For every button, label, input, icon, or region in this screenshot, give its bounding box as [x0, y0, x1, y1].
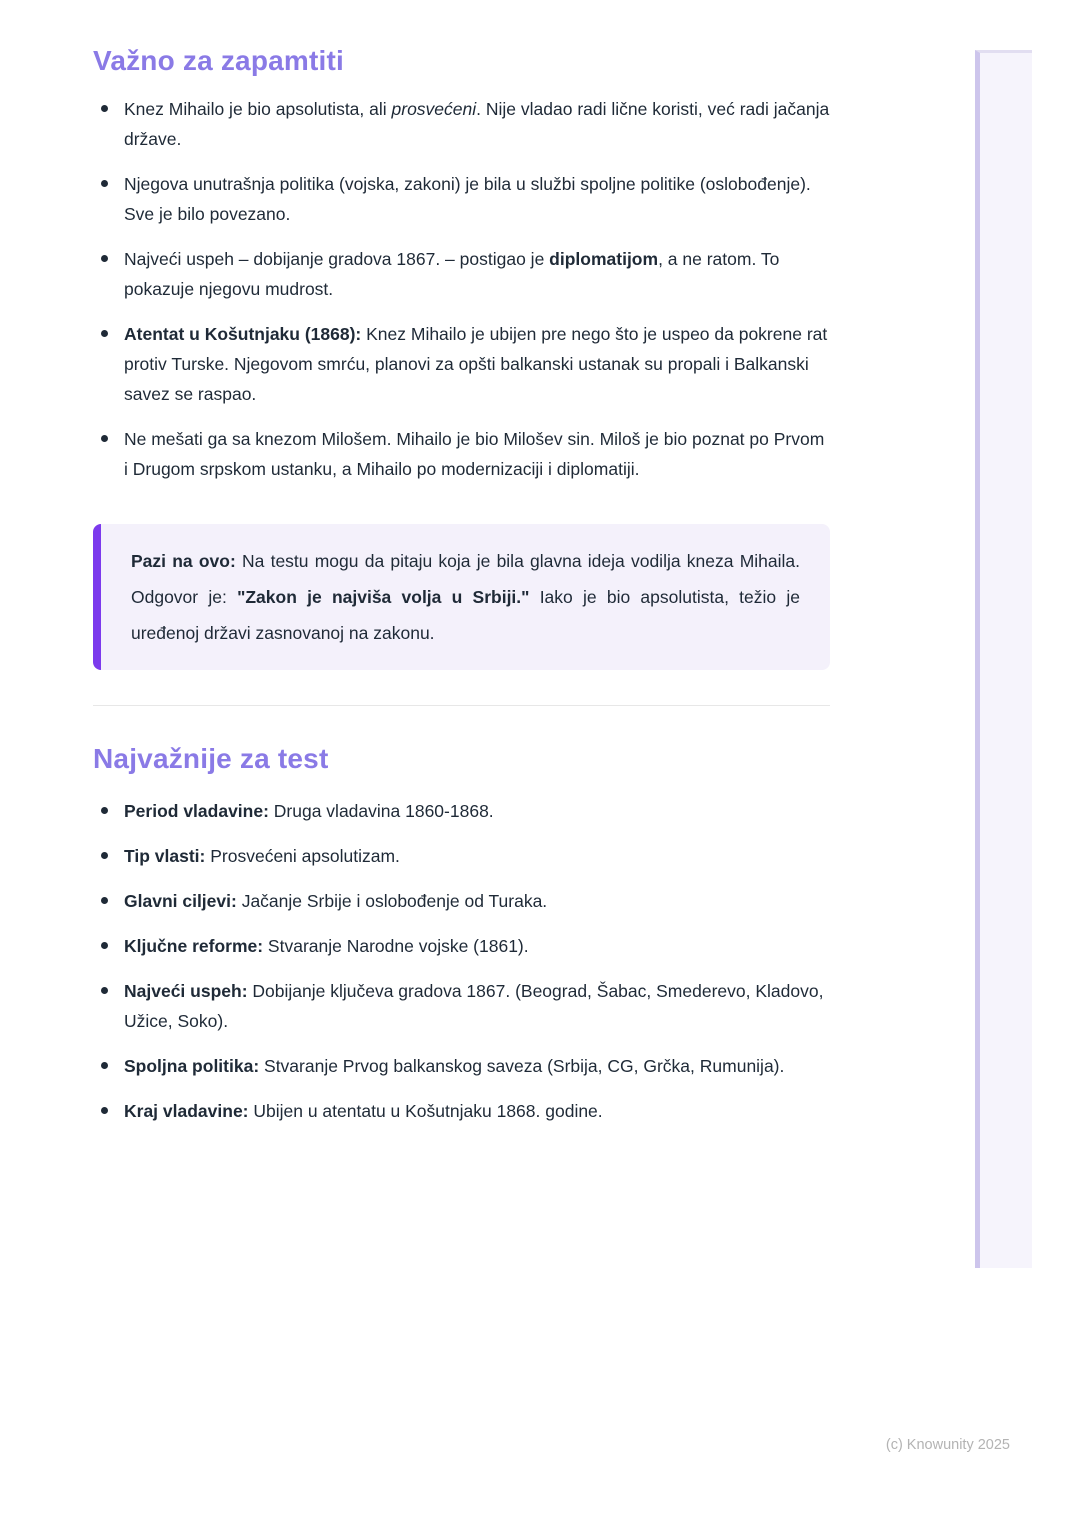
text-segment: . Nije vladao radi lične koristi, već radi jačanja države. [124, 99, 830, 149]
list-item-text [124, 846, 400, 866]
bullet-list-vazno [93, 94, 830, 484]
section-najvaznije-za-test [93, 742, 830, 1126]
text-segment: Pazi na ovo: [131, 551, 236, 571]
text-segment: Period vladavine: [124, 801, 269, 821]
text-segment: Spoljna politika: [124, 1056, 260, 1076]
text-segment: Stvaranje Prvog balkanskog saveza (Srbija, CG, Grčka, Rumunija). [259, 1056, 785, 1076]
list-item-text [124, 891, 547, 911]
callout-text [131, 543, 800, 651]
bullet-icon [101, 330, 108, 337]
bullet-icon [101, 180, 108, 187]
text-segment: Najveći uspeh: [124, 981, 248, 1001]
text-segment: , a ne ratom. To pokazuje njegovu mudrost. [124, 249, 780, 299]
text-segment: Jačanje Srbije i oslobođenje od Turaka. [236, 891, 548, 911]
text-segment: Knez Mihailo je bio apsolutista, ali [124, 99, 392, 119]
list-item [93, 319, 830, 409]
text-segment: Knez Mihailo je ubijen pre nego što je uspeo da pokrene rat protiv Turske. Njegovom smrću, planovi za opšti balkanski ustanak su propali i Balkanski savez se raspao. [124, 324, 828, 404]
text-segment: diplomatijom [549, 249, 659, 269]
list-item-text [124, 174, 811, 224]
bullet-icon [101, 807, 108, 814]
text-segment: Atentat u Košutnjaku (1868): [124, 324, 362, 344]
text-segment: Njegova unutrašnja politika (vojska, zakoni) je bila u službi spoljne politike (oslobođenje). Sve je bilo povezano. [124, 174, 811, 224]
page-edge-bar [975, 50, 1032, 1268]
bullet-icon [101, 852, 108, 859]
list-item [93, 976, 830, 1036]
bullet-icon [101, 435, 108, 442]
section-divider [93, 705, 830, 706]
text-segment: Tip vlasti: [124, 846, 206, 866]
list-item-text [124, 429, 824, 479]
document-page [93, 44, 830, 1141]
text-segment: Ključne reforme: [124, 936, 264, 956]
bullet-icon [101, 987, 108, 994]
list-item [93, 886, 830, 916]
text-segment: "Zakon je najviša volja u Srbiji." [237, 587, 530, 607]
text-segment: Prosvećeni apsolutizam. [205, 846, 400, 866]
bullet-icon [101, 942, 108, 949]
list-item [93, 424, 830, 484]
list-item-text [124, 1056, 784, 1076]
bullet-icon [101, 105, 108, 112]
list-item-text [124, 249, 779, 299]
section-title-vazno: Važno za zapamtiti [93, 45, 344, 76]
list-item-text [124, 801, 494, 821]
text-segment: Dobijanje ključeva gradova 1867. (Beograd, Šabac, Smederevo, Kladovo, Užice, Soko). [124, 981, 824, 1031]
list-item [93, 94, 830, 154]
callout-box [93, 524, 830, 670]
text-segment: Druga vladavina 1860-1868. [268, 801, 494, 821]
list-item-text [124, 936, 529, 956]
bullet-icon [101, 897, 108, 904]
list-item-text [124, 99, 829, 149]
list-item [93, 796, 830, 826]
list-item-text [124, 324, 827, 404]
bullet-icon [101, 255, 108, 262]
bullet-icon [101, 1062, 108, 1069]
list-item [93, 169, 830, 229]
text-segment: Ne mešati ga sa knezom Milošem. Mihailo je bio Milošev sin. Miloš je bio poznat po Prvom i Drugom srpskom ustanku, a Mihailo po modernizaciji i diplomatiji. [124, 429, 825, 479]
list-item-text [124, 981, 823, 1031]
text-segment: Glavni ciljevi: [124, 891, 237, 911]
text-segment: Ubijen u atentatu u Košutnjaku 1868. godine. [248, 1101, 603, 1121]
list-item-text [124, 1101, 603, 1121]
text-segment: Iako je bio apsolutista, težio je uređenoj državi zasnovanoj na zakonu. [131, 587, 800, 643]
bullet-list-test [93, 796, 830, 1126]
list-item [93, 1096, 830, 1126]
bullet-icon [101, 1107, 108, 1114]
text-segment: Na testu mogu da pitaju koja je bila glavna ideja vodilja kneza Mihaila. Odgovor je: [131, 551, 800, 607]
text-segment: Kraj vladavine: [124, 1101, 249, 1121]
list-item [93, 841, 830, 871]
copyright-footer: (c) Knowunity 2025 [885, 1437, 1010, 1453]
text-segment: Stvaranje Narodne vojske (1861). [263, 936, 529, 956]
list-item [93, 1051, 830, 1081]
list-item [93, 931, 830, 961]
text-segment: Najveći uspeh – dobijanje gradova 1867. – postigao je [124, 249, 550, 269]
section-title-test: Najvažnije za test [93, 743, 329, 774]
list-item [93, 244, 830, 304]
section-vazno-za-zapamtiti [93, 44, 830, 484]
text-segment: prosvećeni [391, 99, 477, 119]
